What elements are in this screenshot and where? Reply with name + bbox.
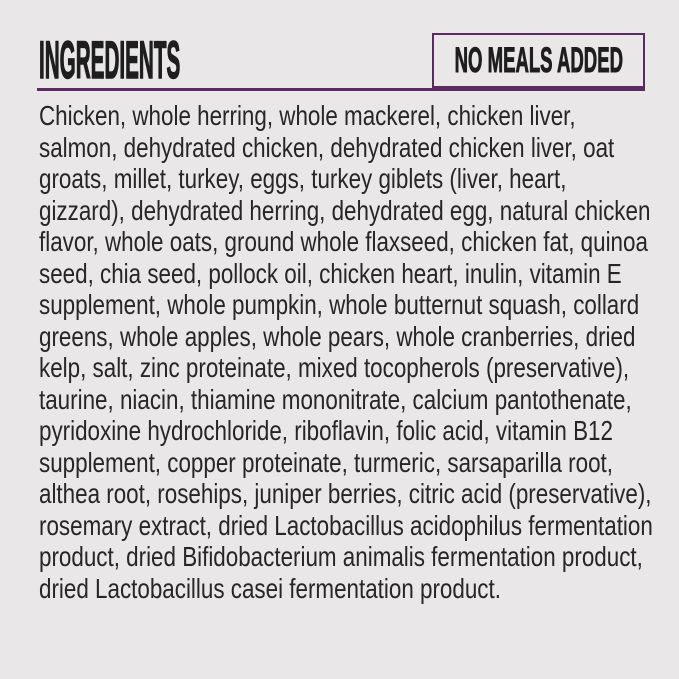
ingredient-line: greens, whole apples, whole pears, whole cranberries, dried: [39, 320, 636, 352]
ingredients-text: [39, 100, 655, 604]
ingredient-line: supplement, copper proteinate, turmeric, sarsaparilla root,: [39, 446, 613, 478]
ingredient-line: rosemary extract, dried Lactobacillus acidophilus fermentation: [39, 509, 653, 541]
ingredient-line: salmon, dehydrated chicken, dehydrated chicken liver, oat: [39, 131, 615, 163]
ingredient-line: dried Lactobacillus casei fermentation product.: [39, 572, 501, 604]
badge-label: NO MEALS ADDED: [454, 41, 623, 80]
ingredients-header: [37, 33, 645, 91]
ingredient-line: pyridoxine hydrochloride, riboflavin, folic acid, vitamin B12: [39, 415, 613, 446]
page-title: INGREDIENTS: [39, 31, 181, 90]
ingredient-line: seed, chia seed, pollock oil, chicken heart, inulin, vitamin E: [39, 257, 622, 289]
ingredient-line: flavor, whole oats, ground whole flaxseed, chicken fat, quinoa: [39, 226, 648, 257]
ingredient-line: supplement, whole pumpkin, whole butternut squash, collard: [39, 289, 640, 320]
no-meals-added-badge: [432, 33, 645, 88]
ingredient-line: product, dried Bifidobacterium animalis fermentation product,: [39, 541, 643, 572]
ingredient-line: kelp, salt, zinc proteinate, mixed tocopherols (preservative),: [39, 352, 630, 383]
ingredient-line: groats, millet, turkey, eggs, turkey giblets (liver, heart,: [39, 163, 567, 194]
ingredient-line: Chicken, whole herring, whole mackerel, chicken liver,: [39, 100, 576, 131]
ingredient-line: althea root, rosehips, juniper berries, citric acid (preservative),: [39, 478, 652, 509]
ingredient-line: taurine, niacin, thiamine mononitrate, calcium pantothenate,: [39, 383, 632, 415]
ingredient-line: gizzard), dehydrated herring, dehydrated egg, natural chicken: [39, 194, 651, 226]
